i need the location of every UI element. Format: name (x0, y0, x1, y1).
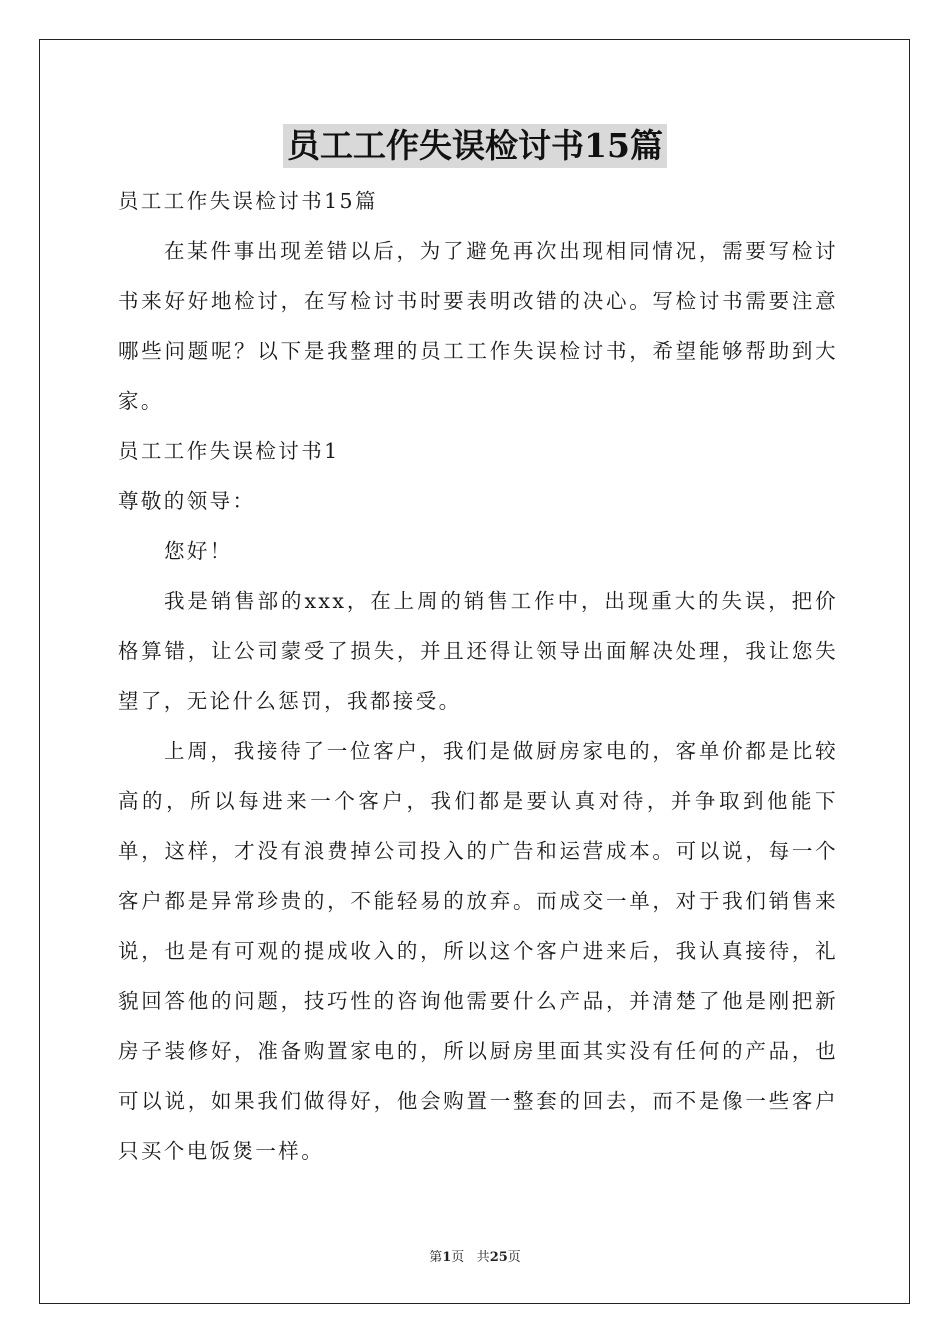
subtitle-line: 员工工作失误检讨书15篇 (118, 189, 378, 213)
page-prefix: 第 (429, 1250, 443, 1265)
section-heading: 员工工作失误检讨书1 (118, 439, 340, 463)
body-paragraph: 我是销售部的xxx，在上周的销售工作中，出现重大的失误，把价格算错，让公司蒙受了损失，并且还得让领导出面解决处理，我让您失望了，无论什么惩罚，我都接受。 (118, 589, 838, 713)
greeting: 您好！ (164, 539, 233, 563)
page-footer (0, 1246, 950, 1265)
total-prefix: 共 (476, 1250, 490, 1265)
page-current: 1 (442, 1250, 452, 1265)
salutation: 尊敬的领导： (118, 489, 256, 513)
total-suffix: 页 (507, 1250, 521, 1265)
document-body (118, 176, 838, 1176)
body-paragraph: 上周，我接待了一位客户，我们是做厨房家电的，客单价都是比较高的，所以每进来一个客户，我们都是要认真对待，并争取到他能下单，这样，才没有浪费掉公司投入的广告和运营成本。可以说，每一个客户都是异常珍贵的，不能轻易的放弃。而成交一单，对于我们销售来说，也是有可观的提成收入的，所以这个客户进来后，我认真接待，礼貌回答他的问题，技巧性的咨询他需要什么产品，并清楚了他是刚把新房子装修好，准备购置家电的，所以厨房里面其实没有任何的产品，也可以说，如果我们做得好，他会购置一整套的回去，而不是像一些客户只买个电饭煲一样。 (118, 739, 838, 1163)
page-suffix: 页 (451, 1250, 465, 1265)
title-area (0, 124, 950, 168)
page-total: 25 (489, 1250, 508, 1265)
document-title: 员工工作失误检讨书15篇 (283, 124, 667, 168)
intro-paragraph: 在某件事出现差错以后，为了避免再次出现相同情况，需要写检讨书来好好地检讨，在写检讨书时要表明改错的决心。写检讨书需要注意哪些问题呢？以下是我整理的员工工作失误检讨书，希望能够帮助到大家。 (118, 239, 838, 413)
